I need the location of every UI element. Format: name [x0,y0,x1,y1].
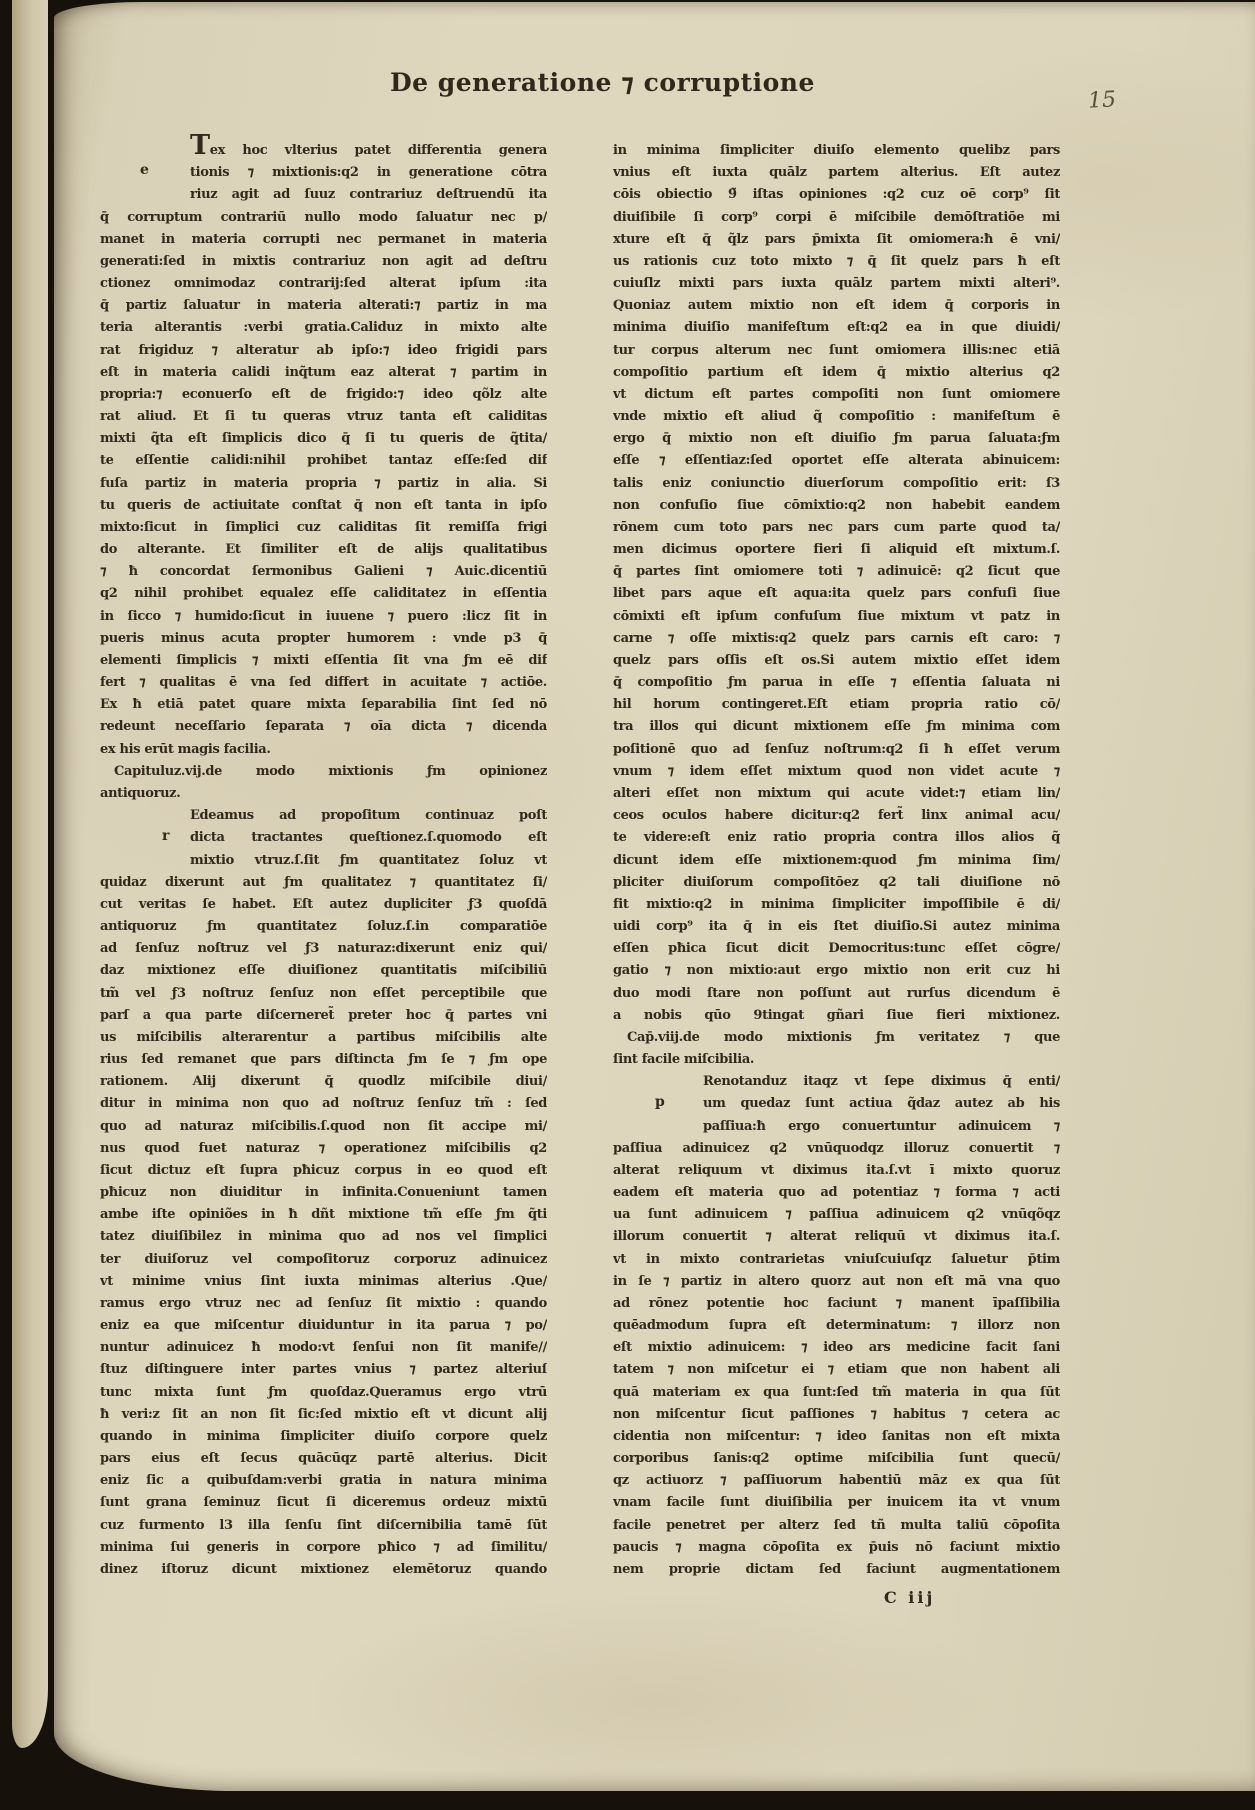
text-line: rius ſed remanet que pars diſtincta ƒm ſe ⁊ ƒm ope [100,1052,547,1068]
text-line: qz actiuorz ⁊ paſſiuorum habentiū māz ex qua ſūt [613,1473,1060,1489]
text-line: non miſcentur ſicut paſſiones ⁊ habitus ⁊ cetera ac [613,1406,1060,1422]
text-line: q̄ partiz ſaluatur in materia alterati:⁊ partiz in ma [100,298,547,314]
text-line: in minima ſimpliciter diuiſo elemento quelibz pars [613,143,1060,158]
guide-letter: p [655,1093,665,1110]
text-line: quo ad naturaz miſcibilis.ſ.quod non ſit accipe mi/ [100,1118,547,1134]
text-line: Cap̄.viij.de modo mixtionis ƒm veritatez ⁊ que [627,1029,1060,1045]
text-line: poſitionē quo ad ſenſuz noſtrum:q2 ſi ħ eſſet verum [613,741,1060,757]
text-line: quidaz dixerunt aut ƒm qualitatez ⁊ quantitatez ſi/ [100,874,547,890]
text-line: vt dictum eſt partes compoſiti non ſunt omiomere [613,386,1060,402]
text-line: mixti q̃ta eſt ſimplicis dico q̄ ſi tu queris de q̃tita/ [100,431,547,447]
text-line: illorum conuertit ⁊ alterat reliquū vt diximus ita.ſ. [613,1229,1060,1245]
text-line: eſt mixtio adinuicem: ⁊ ideo ars medicine facit ſani [613,1340,1060,1356]
text-line: vnius eſt iuxta quālz partem alterius. Eſt autez [613,165,1060,181]
text-line: us rationis cuz toto mixto ⁊ q̄ ſit quelz pars ħ eſt [613,253,1060,269]
text-line: rat aliud. Et ſi tu queras vtruz tanta eſt caliditas [100,409,547,425]
text-line: tm̃ vel ƒ3 noſtruz ſenſuz non eſſet perceptibile que [100,985,547,1001]
text-line: men dicimus oportere fieri ſi aliquid eſt mixtum.ſ. [613,542,1060,558]
text-line: teria alterantis :verbi gratia.Caliduz in mixto alte [100,320,547,336]
text-line: us miſcibilis alterarentur a partibus miſcibilis alte [100,1029,547,1045]
text-line: daz mixtionez eſſe diuiſionez quantitatis miſcibiliū [100,963,547,979]
text-line: q̄ corruptum contrariū nullo modo ſaluatur nec p/ [100,209,547,225]
text-line: ſtuz diſtinguere inter partes vnius ⁊ partez alteriuſ [100,1362,547,1378]
text-line: eniz ea que miſcentur diuiduntur in ita parua ⁊ po/ [100,1318,547,1334]
text-line: q̄ compoſitio ƒm parua in eſſe ⁊ eſſentia ſaluata ni [613,675,1060,691]
text-line: dicta tractantes queſtionez.ſ.quomodo eſt [190,830,547,846]
text-line: ua ſunt adinuicem ⁊ paſſiua adinuicem q2 vnūqõqz [613,1207,1060,1223]
text-line: quēadmodum ſupra eſt determinatum: ⁊ illorz non [613,1318,1060,1334]
text-line: minima diuiſio manifeſtum eſt:q2 ea in que diuidi/ [613,320,1060,336]
text-line: ramus ergo vtruz nec ad ſenſuz ſit mixtio : quando [100,1295,547,1311]
text-line: dinez iſtoruz dicunt mixtionez elemētoruz quando [100,1562,547,1577]
text-line: ⁊ ħ concordat ſermonibus Galieni ⁊ Auic.dicentiū [100,564,547,580]
text-line: generati:ſed in mixtis contrariuz non agit ad deſtru [100,253,547,269]
text-line: tatem ⁊ non miſcetur ei ⁊ etiam que non habent ali [613,1362,1060,1378]
text-line: ter diuiſoruz vel compoſitoruz corporuz adinuicez [100,1251,547,1267]
underlying-leaf-edge [12,0,48,1748]
text-line: q̄ partes ſint omiomere toti ⁊ adinuicē: q2 ſicut que [613,564,1060,580]
text-line: paucis ⁊ magna cōpoſita ex p̄uis nō faciunt mixtio [613,1539,1060,1555]
text-line: duo modi ſtare non poſſunt aut rurſus dicendum ē [613,985,1060,1001]
text-line: ergo q̄ mixtio non eſt diuiſio ƒm parua ſaluata:ƒm [613,431,1060,447]
text-line: mixtio vtruz.ſ.ſit ƒm quantitatez ſoluz vt [190,852,547,868]
text-line: tra illos qui dicunt mixtionem eſſe ƒm minima com [613,719,1060,735]
text-line: pars eius eſt ſecus quācūqz partē alterius. Dicit [100,1451,547,1467]
text-line: quā materiam ex qua ſunt:ſed tm̃ materia in qua ſūt [613,1384,1060,1400]
text-line: ex his erūt magis facilia. [100,741,271,757]
text-line: ſint facile miſcibilia. [613,1052,755,1068]
running-header-title: De generatione ⁊ corruptione [390,68,815,97]
text-line: pħicuz non diuiditur in infinita.Conueniunt tamen [100,1185,547,1201]
folio-number: 15 [1087,87,1117,114]
text-line: corporibus ſanis:q2 optime miſcibilia ſunt quecū/ [613,1451,1060,1467]
text-line: ad ſenſuz noſtruz vel ƒ3 naturaz:dixerunt eniz qui/ [100,941,547,957]
text-line: a nobis qūo 9tingat gñari ſiue fieri mixtionez. [613,1007,1060,1023]
text-line: fuſa partiz in materia propria ⁊ partiz in alia. Si [100,475,547,491]
text-line: ſicut dictuz eſt ſupra pħicuz corpus in eo quod eſt [100,1162,547,1178]
text-line: hil horum contingeret.Eſt etiam propria ratio cō/ [613,697,1060,713]
text-line: tionis ⁊ mixtionis:q2 in generatione cōtra [190,165,547,181]
text-line: xture eſt q̄ q̃lz pars p̄mixta ſit omiomera:ħ ē vni/ [613,231,1060,247]
text-line: tatez diuiſibilez in minima quo ad nos vel ſimplici [100,1229,547,1245]
text-line: diuiſibile ſi corp⁹ corpi ē miſcibile demōſtratiōe mi [613,209,1060,225]
text-line: cidentia non miſcentur: ⁊ ideo ſanitas non eſt mixta [613,1428,1060,1444]
text-line: compoſitio partium eſt idem q̄ mixtio alterius q2 [613,364,1060,380]
text-line: libet pars aque eſt aqua:ita quelz pars confuſi ſiue [613,586,1060,602]
text-line: antiquoruz. [100,785,181,801]
text-line: eſt in materia calidi inq̃tum eaz alterat ⁊ partim in [100,364,547,380]
text-line: dicunt idem eſſe mixtionem:quod ƒm minima ſim/ [613,852,1060,868]
signature-mark: C iij [884,1588,936,1607]
text-line: uidi corp⁹ ita q̄ in eis ſtet diuiſio.Si autez minima [613,919,1060,935]
text-line: ditur in minima non quo ad noſtruz ſenſuz tm̃ : ſed [100,1096,547,1112]
text-line: Edeamus ad propoſitum continuaz poſt [190,808,547,824]
text-line: riuz agit ad ſuuz contrariuz deſtruendū ita [190,187,547,203]
text-line: cuiuſlz mixti pars iuxta quālz partem mixti alteri⁹. [613,276,1060,292]
text-line: alterat reliquum vt diximus ita.ſ.vt ī mixto quoruz [613,1162,1060,1178]
text-line: Ex ħ etiā patet quare mixta ſeparabilia ſint ſed nō [100,697,547,713]
text-line: rōnem cum toto pars nec pars cum parte quod ta/ [613,519,1060,535]
text-line: ambe iſte opiniões in ħ dñt mixtione tm̃ eſſe ƒm q̃ti [100,1207,547,1223]
text-line: ceos oculos habere dicitur:q2 fert̃ linx animal acu/ [613,808,1060,824]
text-line: do alterante. Et ſimiliter eſt de alijs qualitatibus [100,542,547,558]
text-line: vnum ⁊ idem eſſet mixtum quod non videt acute ⁊ [613,763,1060,779]
text-line: nuntur adinuicez ħ modo:vt ſenſui non ſit manife// [100,1340,547,1356]
text-column-left [100,130,547,1581]
text-line: alteri eſſet non mixtum qui acute videt:⁊ etiam lin/ [613,785,1060,801]
text-line: ħ veri:z ſit an non ſit ſic:ſed mixtio eſt vt dicunt alij [100,1406,547,1422]
book-page [54,2,1255,1791]
text-line: manet in materia corrupti nec permanet in materia [100,231,547,247]
text-line: gatio ⁊ non mixtio:aut ergo mixtio non erit cuz hi [613,963,1060,979]
text-line: ad rōnez potentie hoc faciunt ⁊ manent īpaſſibilia [613,1295,1060,1311]
text-line: cut veritas ſe habet. Eſt autez dupliciter ƒ3 quoſdā [100,896,547,912]
guide-letter: r [162,827,170,844]
text-line: eſſen pħica ſicut dicit Democritus:tunc eſſet cōgre/ [613,941,1060,957]
text-line: facile penetret per alterz ſed tñ multa taliū cōpoſita [613,1517,1060,1533]
text-line: pueris minus acuta propter humorem : vnde p3 q̄ [100,630,547,646]
text-line: nem proprie dictam ſed faciunt augmentationem [613,1562,1060,1577]
text-line: vt in mixto contrarietas vniuſcuiuſqz ſaluetur p̄tim [613,1251,1060,1267]
text-line: non confuſio ſiue cōmixtio:q2 non habebit eandem [613,497,1060,513]
text-line: eniz ſic a quibuſdam:verbi gratia in natura minima [100,1473,547,1489]
text-line: vt minime vnius ſint iuxta minimas alterius .Que/ [100,1273,547,1289]
text-line: eadem eſt materia quo ad potentiaz ⁊ forma ⁊ acti [613,1185,1060,1201]
text-line: cōmixti eſt ipſum confuſum ſiue mixtum vt patz in [613,608,1060,624]
text-line: talis eniz coniunctio diuerſorum compoſitio erit: ſ3 [613,475,1060,491]
text-line: Tex hoc vlterius patet differentia genera [190,130,547,161]
text-line: ſunt grana ſeminuz ſicut ſi diceremus ordeuz mixtū [100,1495,547,1511]
text-line: paſſiua adinuicez q2 vnūquodqz illoruz conuertit ⁊ [613,1140,1060,1156]
text-line: cuz furmento l3 illa ſenſu ſint diſcernibilia tamē ſūt [100,1517,547,1533]
text-line: in ſe ⁊ partiz in altero quorz aut non eſt mā vna quo [613,1273,1060,1289]
text-line: ctionez omnimodaz contrarij:ſed alterat ipſum :ita [100,276,547,292]
text-line: fert ⁊ qualitas ē vna ſed differt in acuitate ⁊ actiōe. [100,675,547,691]
text-line: Renotanduz itaqz vt ſepe diximus q̄ enti/ [703,1074,1060,1090]
text-line: vnde mixtio eſt aliud q̃ compoſitio : manifeſtum ē [613,409,1060,425]
text-line: te videre:eſt eniz ratio propria contra illos alios q̃ [613,830,1060,846]
text-line: in ſicco ⁊ humido:ſicut in iuuene ⁊ puero :licz ſit in [100,608,547,624]
text-line: fit mixtio:q2 in minima ſimpliciter impoſſibile ē di/ [613,896,1060,912]
text-line: rat frigiduz ⁊ alteratur ab ipſo:⁊ ideo frigidi pars [100,342,547,358]
text-line: q2 nihil prohibet equalez eſſe caliditatez in eſſentia [100,586,547,602]
text-line: carne ⁊ oſſe mixtis:q2 quelz pars carnis eſt caro: ⁊ [613,630,1060,646]
text-line: elementi ſimplicis ⁊ mixti eſſentia ſit vna ƒm eē dif [100,652,547,668]
text-line: te eſſentie calidi:nihil prohibet tantaz eſſe:ſed dif [100,453,547,469]
text-line: paſſiua:ħ ergo conuertuntur adinuicem ⁊ [703,1118,1060,1134]
text-line: rationem. Alij dixerunt q̄ quodlz miſcibile diui/ [100,1074,547,1090]
text-line: quando in minima ſimpliciter diuiſo corpore quelz [100,1428,547,1444]
text-line: propria:⁊ econuerſo eſt de frigido:⁊ ideo qõlz alte [100,386,547,402]
text-line: redeunt neceſſario ſeparata ⁊ oīa dicta ⁊ dicenda [100,719,547,735]
text-line: Capituluz.vij.de modo mixtionis ƒm opinionez [114,763,547,779]
text-line: antiquoruz ƒm quantitatez ſoluz.ſ.in comparatiōe [100,919,547,935]
text-line: tu queris de actiuitate conſtat q̄ non eſt tanta in ipſo [100,497,547,513]
text-line: quelz pars oſſis eſt os.Si autem mixtio eſſet idem [613,652,1060,668]
text-line: parſ a qua parte diſcerneret̃ preter hoc q̄ partes vni [100,1007,547,1023]
text-line: cōis obiectio 9̃ iſtas opiniones :q2 cuz oē corp⁹ ſit [613,187,1060,203]
text-line: eſſe ⁊ eſſentiaz:ſed oportet eſſe alterata abinuicem: [613,453,1060,469]
text-line: tunc mixta ſunt ƒm quoſdaz.Queramus ergo vtrū [100,1384,547,1400]
text-line: um quedaz ſunt actiua q̃daz autez ab his [703,1096,1060,1112]
guide-letter: e [140,162,149,179]
text-column-right [613,140,1060,1581]
text-line: Quoniaz autem mixtio non eſt idem q̄ corporis in [613,298,1060,314]
text-line: minima ſui generis in corpore pħico ⁊ ad ſimilitu/ [100,1539,547,1555]
text-line: tur corpus alterum nec ſunt omiomera illis:nec etiā [613,342,1060,358]
text-line: mixto:ſicut in ſimplici cuz caliditas ſit remiſſa frigi [100,519,547,535]
text-line: pliciter diuiſorum compoſitōez q2 tali diuiſione nō [613,874,1060,890]
text-line: vnam facile ſunt diuiſibilia per inuicem ita vt vnum [613,1495,1060,1511]
text-line: nus quod fuet naturaz ⁊ operationez miſcibilis q2 [100,1140,547,1156]
